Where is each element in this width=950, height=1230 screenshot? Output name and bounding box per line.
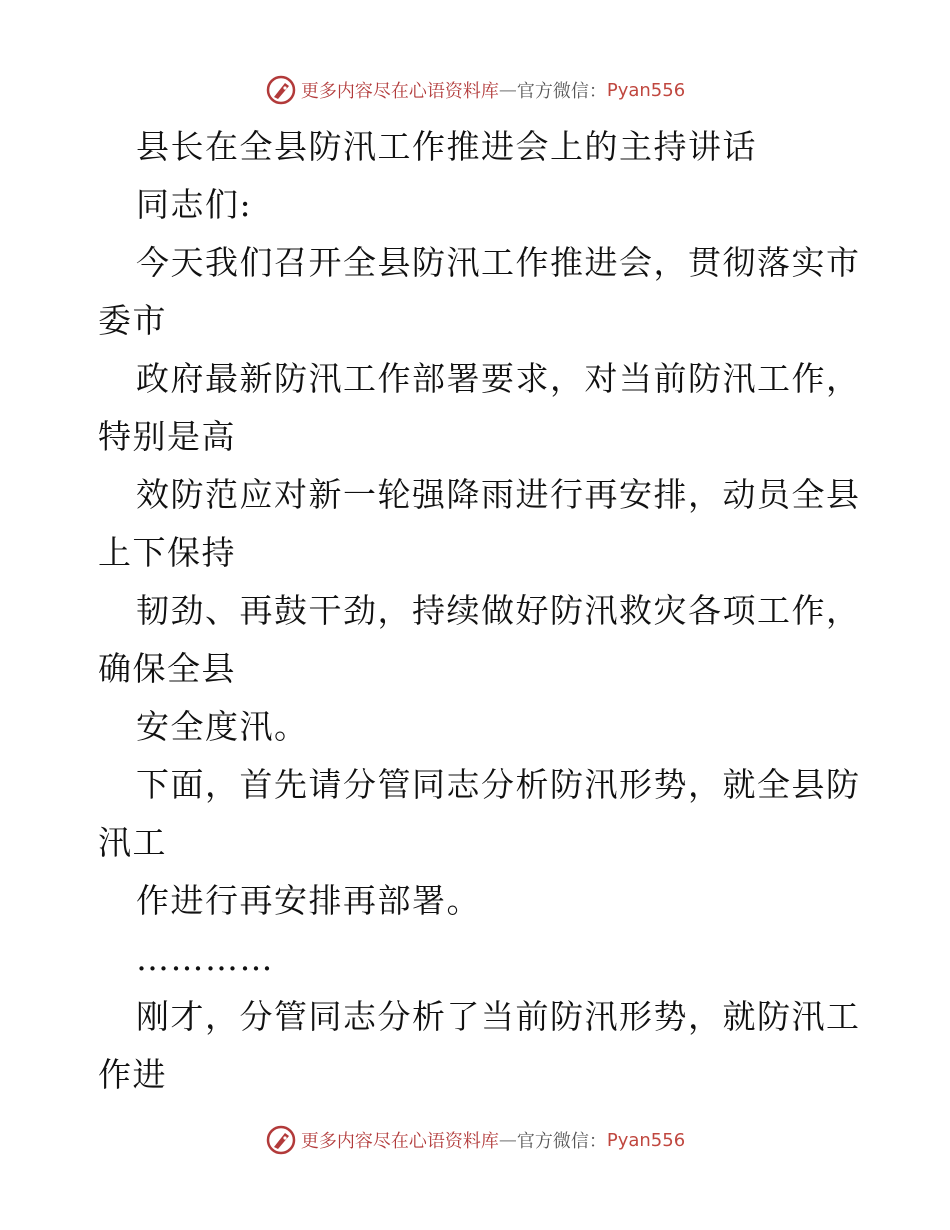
- document-line: 刚才，分管同志分析了当前防汛形势，就防汛工: [136, 997, 861, 1036]
- pen-nib-logo-icon: [265, 1124, 297, 1156]
- document-line: 下面，首先请分管同志分析防汛形势，就全县防: [136, 765, 861, 804]
- document-line: 作进行再安排再部署。: [136, 881, 481, 920]
- document-body: [98, 118, 861, 1104]
- document-line: 上下保持: [98, 533, 236, 572]
- header-banner: [0, 70, 950, 110]
- document-line: 今天我们召开全县防汛工作推进会，贯彻落实市: [136, 243, 861, 282]
- pen-nib-logo-icon: [265, 74, 297, 106]
- document-title: 县长在全县防汛工作推进会上的主持讲话: [136, 127, 757, 166]
- document-line: 特别是高: [98, 417, 236, 456]
- footer-banner: [0, 1120, 950, 1160]
- document-line: 作进: [98, 1055, 167, 1094]
- banner-wechat-id: Pyan556: [606, 1129, 686, 1151]
- document-line: 韧劲、再鼓干劲，持续做好防汛救灾各项工作，: [136, 591, 861, 630]
- document-line: 政府最新防汛工作部署要求，对当前防汛工作，: [136, 359, 861, 398]
- document-line: 安全度汛。: [136, 707, 309, 746]
- document-line: 确保全县: [98, 649, 236, 688]
- banner-separator: —: [498, 1129, 517, 1151]
- document-line: 汛工: [98, 823, 167, 862]
- banner-site-text: 更多内容尽在心语资料库: [300, 81, 499, 102]
- document-line: 委市: [98, 301, 167, 340]
- document-line: 同志们:: [136, 185, 253, 224]
- banner-wechat-label: 官方微信：: [516, 81, 607, 102]
- banner-site-text: 更多内容尽在心语资料库: [300, 1131, 499, 1152]
- document-line: …………: [136, 939, 274, 978]
- banner-separator: —: [498, 79, 517, 101]
- document-line: 效防范应对新一轮强降雨进行再安排，动员全县: [136, 475, 861, 514]
- banner-wechat-label: 官方微信：: [516, 1131, 607, 1152]
- banner-wechat-id: Pyan556: [606, 79, 686, 101]
